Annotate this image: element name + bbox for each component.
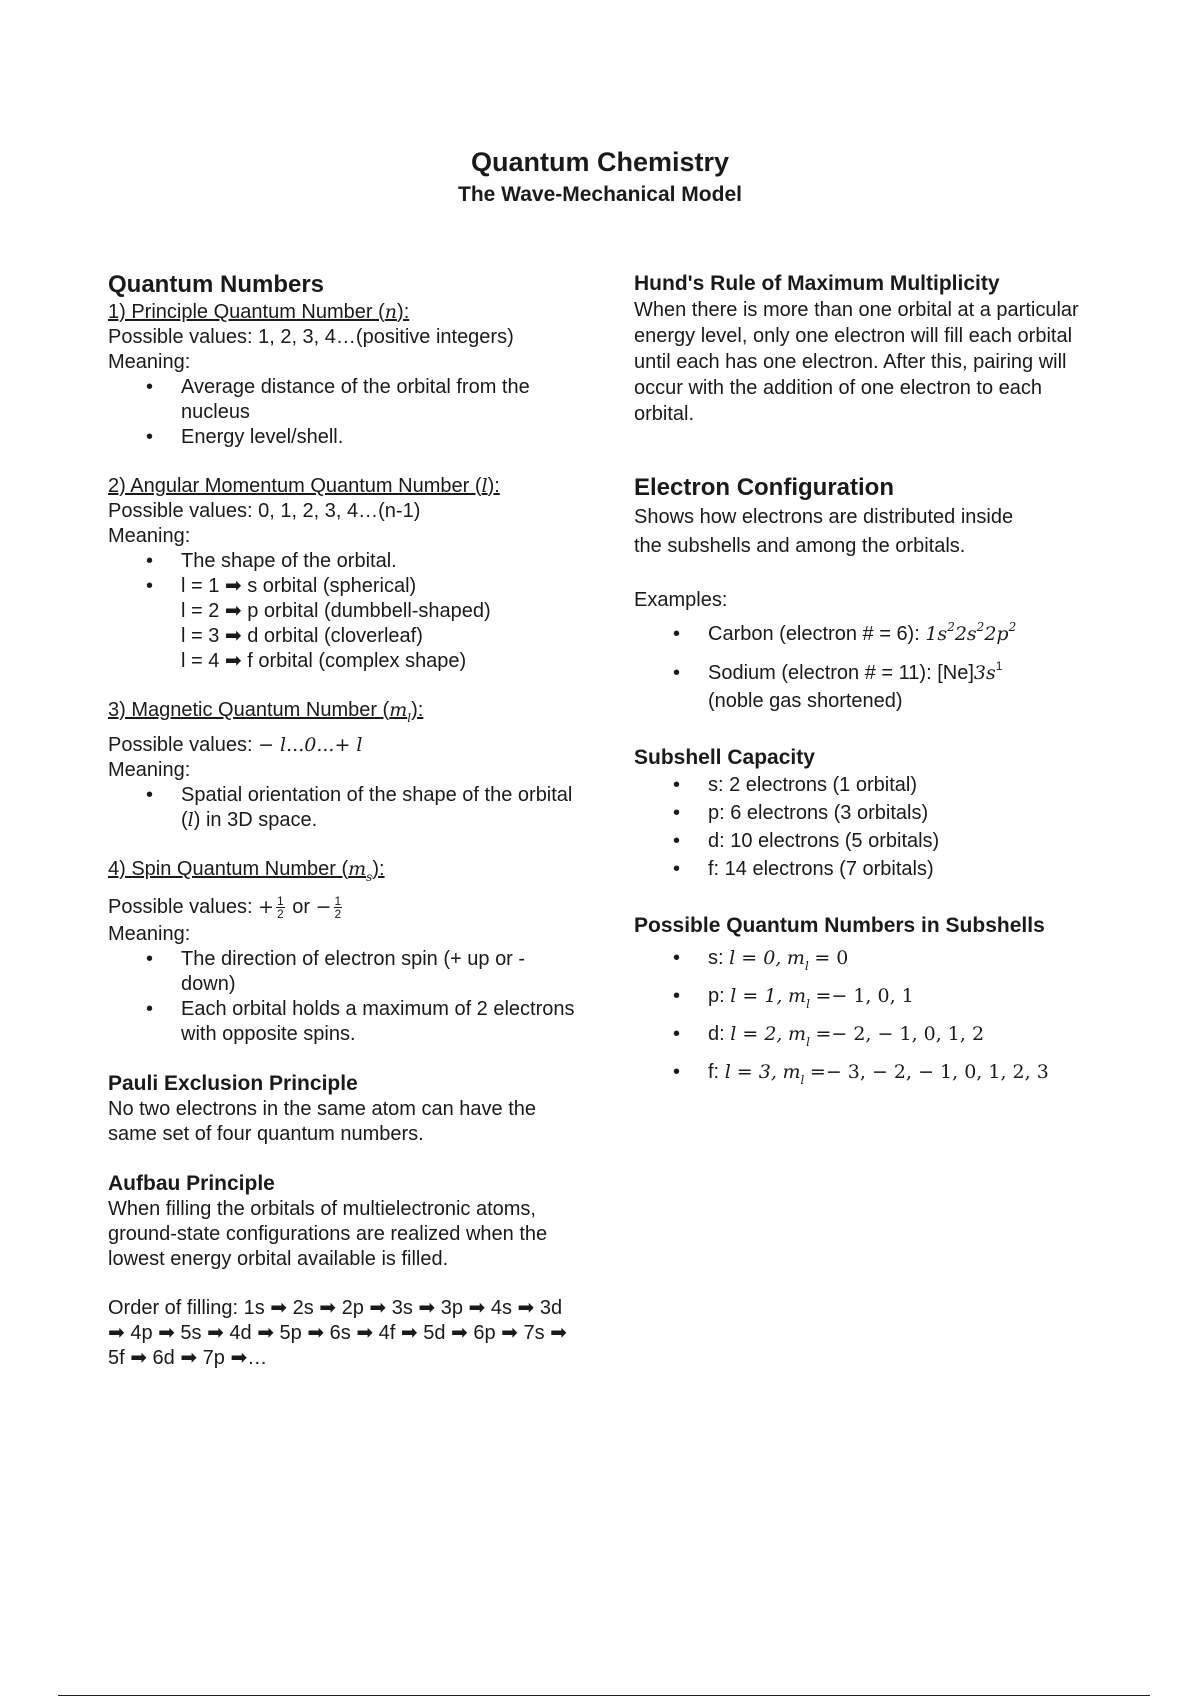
m-subscript: l <box>804 959 809 973</box>
principle-qn-heading <box>108 300 578 325</box>
principle-qn-bullets <box>108 375 578 450</box>
l-symbol: l <box>187 809 194 831</box>
fraction-half <box>276 895 285 920</box>
subshell-label: d: <box>708 1023 725 1045</box>
list-item: • The shape of the orbital. <box>181 549 578 574</box>
page-header <box>0 145 1200 209</box>
list-item <box>708 939 1104 977</box>
possible-qn-list <box>634 939 1104 1091</box>
l-value: l = 0, <box>729 947 782 969</box>
m-values: = 0 <box>814 947 849 969</box>
m-symbol: m <box>782 1061 801 1083</box>
angular-qn-shapes <box>108 599 578 674</box>
fraction-denominator: 2 <box>277 907 284 922</box>
sodium-label: Sodium (electron # = 11): [Ne] <box>708 662 974 684</box>
right-column <box>634 271 1104 1091</box>
list-item: l = 3 ➡ d orbital (cloverleaf) <box>181 625 423 647</box>
list-item <box>708 977 1104 1015</box>
config-sup: 2 <box>947 620 955 634</box>
ms-subscript: s <box>366 870 373 884</box>
or-word: or <box>292 896 311 918</box>
magnetic-qn-heading <box>108 698 578 723</box>
hund-heading: Hund's Rule of Maximum Multiplicity <box>634 272 1000 295</box>
config-part: 1s <box>925 623 948 645</box>
m-values: =− 1, 0, 1 <box>815 985 914 1007</box>
fraction-denominator: 2 <box>334 907 342 922</box>
list-item <box>708 659 1104 715</box>
list-item <box>708 1053 1104 1091</box>
list-item: • d: 10 electrons (5 orbitals) <box>708 827 1104 855</box>
m-symbol: m <box>786 947 805 969</box>
l-value: l = 1, <box>730 985 783 1007</box>
m-subscript: l <box>806 1035 810 1049</box>
angular-qn-values: Possible values: 0, 1, 2, 3, 4…(n-1) <box>108 500 421 522</box>
m-subscript: l <box>800 1073 805 1087</box>
list-item: • The direction of electron spin (+ up or - down) <box>181 947 578 997</box>
magnetic-bullet-text-end: ) in 3D space. <box>193 809 318 831</box>
magnetic-bullet-text: Spatial orientation of the shape of the orbital ( <box>181 784 573 831</box>
l-symbol: l <box>481 475 488 497</box>
aufbau-text: When filling the orbitals of multielectronic atoms, ground-state configurations are realized when the lowest energy orbital available is filled. <box>108 1198 548 1270</box>
principle-qn-values: Possible values: 1, 2, 3, 4…(positive integers) <box>108 326 514 348</box>
carbon-label: Carbon (electron # = 6): <box>708 623 920 645</box>
list-item <box>708 1015 1104 1053</box>
magnetic-qn-values-label: Possible values: <box>108 734 253 756</box>
m-values: =− 2, − 1, 0, 1, 2 <box>815 1023 985 1045</box>
page-subtitle: The Wave-Mechanical Model <box>458 183 742 206</box>
config-part: 2s <box>954 623 977 645</box>
spin-qn-heading-end: ): <box>372 858 385 880</box>
subshell-capacity-list <box>634 771 1104 883</box>
m-values: =− 3, − 2, − 1, 0, 1, 2, 3 <box>809 1061 1049 1083</box>
principle-qn-heading-end: ): <box>397 301 410 323</box>
fraction-numerator: 1 <box>277 894 284 909</box>
m-symbol: m <box>788 1023 807 1045</box>
examples-list <box>634 615 1104 715</box>
list-item: • Energy level/shell. <box>181 425 578 450</box>
angular-qn-bullets <box>108 549 578 599</box>
magnetic-qn-heading-text: 3) Magnetic Quantum Number ( <box>108 699 390 721</box>
electron-config-line-2: the subshells and among the orbitals. <box>634 535 966 557</box>
spin-qn-meaning-label: Meaning: <box>108 923 191 945</box>
magnetic-qn-values-expr: − l...0...+ l <box>258 734 363 756</box>
electron-config-line-1: Shows how electrons are distributed inside <box>634 506 1014 528</box>
config-sup: 2 <box>1008 620 1017 634</box>
sodium-config: 3s <box>973 662 996 684</box>
l-value: l = 3, <box>724 1061 777 1083</box>
quantum-numbers-heading: Quantum Numbers <box>108 271 325 298</box>
config-sup: 1 <box>995 659 1003 673</box>
list-item: • l = 1 ➡ s orbital (spherical) <box>181 574 578 599</box>
carbon-config <box>925 620 1017 645</box>
subshell-capacity-heading: Subshell Capacity <box>634 746 815 769</box>
angular-qn-heading-text: 2) Angular Momentum Quantum Number ( <box>108 475 482 497</box>
sodium-note: (noble gas shortened) <box>708 690 903 712</box>
aufbau-order: Order of filling: 1s ➡ 2s ➡ 2p ➡ 3s ➡ 3p ➡ 4s ➡ 3d ➡ 4p ➡ 5s ➡ 4d ➡ 5p ➡ 6s ➡ 4f ➡ 5d ➡ 6p ➡ 7s ➡ 5f ➡ 6d ➡ 7p ➡… <box>108 1297 567 1369</box>
principle-qn-heading-text: 1) Principle Quantum Number ( <box>108 301 385 323</box>
l-value: l = 2, <box>730 1023 783 1045</box>
spin-qn-bullets <box>108 947 578 1047</box>
spin-qn-heading-text: 4) Spin Quantum Number ( <box>108 858 349 880</box>
electron-config-heading: Electron Configuration <box>634 474 894 501</box>
m-subscript: l <box>806 997 810 1011</box>
fraction-half <box>334 895 343 920</box>
subshell-label: s: <box>708 947 724 969</box>
spin-qn-values-label: Possible values: <box>108 896 253 918</box>
ms-symbol: m <box>348 858 367 880</box>
list-item: l = 2 ➡ p orbital (dumbbell-shaped) <box>181 600 491 622</box>
fraction-numerator: 1 <box>334 894 342 909</box>
bottom-divider <box>58 1695 1150 1696</box>
config-part: 2p <box>984 623 1009 645</box>
ml-subscript: l <box>407 711 412 725</box>
spin-qn-heading <box>108 857 578 882</box>
list-item: • Each orbital holds a maximum of 2 electrons with opposite spins. <box>181 997 578 1047</box>
aufbau-heading: Aufbau Principle <box>108 1172 275 1195</box>
subshell-label: p: <box>708 985 725 1007</box>
magnetic-qn-values <box>108 733 578 758</box>
spin-qn-values <box>108 892 578 922</box>
hund-text: When there is more than one orbital at a particular energy level, only one electron will fill each orbital until each has one electron. After this, pairing will occur with the addition of one electron to each orbital. <box>634 299 1079 425</box>
n-symbol: n <box>384 301 398 323</box>
m-symbol: m <box>788 985 807 1007</box>
config-sup: 2 <box>976 620 985 634</box>
magnetic-qn-bullets <box>108 783 578 833</box>
left-column <box>108 270 578 1371</box>
list-item: • Average distance of the orbital from the nucleus <box>181 375 578 425</box>
angular-qn-heading-end: ): <box>487 475 500 497</box>
list-item: • s: 2 electrons (1 orbital) <box>708 771 1104 799</box>
pauli-heading: Pauli Exclusion Principle <box>108 1072 358 1095</box>
plus-sign: + <box>258 896 275 918</box>
magnetic-qn-heading-end: ): <box>411 699 424 721</box>
list-item <box>181 783 578 833</box>
possible-qn-heading: Possible Quantum Numbers in Subshells <box>634 914 1045 937</box>
ml-symbol: m <box>389 699 408 721</box>
angular-qn-heading <box>108 474 578 499</box>
list-item <box>708 615 1104 653</box>
principle-qn-meaning-label: Meaning: <box>108 351 191 373</box>
magnetic-qn-meaning-label: Meaning: <box>108 759 191 781</box>
subshell-label: f: <box>708 1061 720 1083</box>
minus-sign: − <box>315 896 332 918</box>
angular-qn-meaning-label: Meaning: <box>108 525 191 547</box>
pauli-text: No two electrons in the same atom can have the same set of four quantum numbers. <box>108 1098 537 1145</box>
examples-label: Examples: <box>634 589 728 611</box>
list-item: • p: 6 electrons (3 orbitals) <box>708 799 1104 827</box>
list-item: • f: 14 electrons (7 orbitals) <box>708 855 1104 883</box>
page-title: Quantum Chemistry <box>470 147 730 177</box>
list-item: l = 4 ➡ f orbital (complex shape) <box>181 650 467 672</box>
